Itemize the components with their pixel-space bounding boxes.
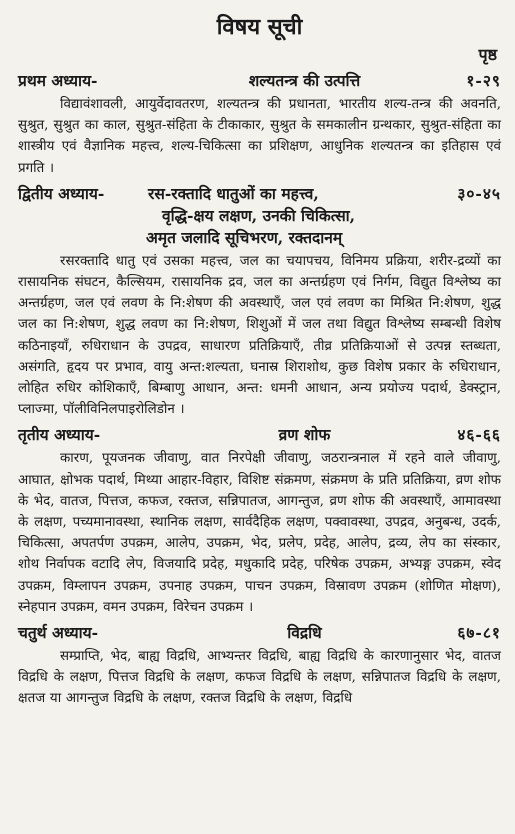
page-title: विषय सूची <box>216 14 303 40</box>
chapter-title-line: शल्यतन्त्र की उत्पत्ति <box>248 71 361 90</box>
chapter-topics: कारण, पूयजनक जीवाणु, वात निरपेक्षी जीवाणु, जठरान्त्रनाल में रहने वाले जीवाणु, आघात, क्षोभक पदार्थ, मिथ्या आहार-विहार, विशिष्ट संक्रमण, संक्रमण के प्रति प्रतिक्रिया, व्रण शोफ के भेद, वातज, पित्तज, कफज, रक्तज, सन्निपातज, आगन्तुज, व्रण शोफ की अवस्थाएँ, आमावस्था के लक्षण, पच्यमानावस्था, स्थानिक लक्षण, सार्वदैहिक लक्षण, पक्वावस्था, उपद्रव, अनुबन्ध, उदर्क, चिकित्सा, अपतर्पण उपक्रम, आलेप, उपक्रम, भेद, प्रलेप, प्रदेह, आलेप, द्रव्य, लेप का संस्कार, शोथ निर्वापक वटादि लेप, विजयादि प्रदेह, मधुकादि प्रदेह, परिषेक उपक्रम, अभ्यङ्ग उपक्रम, स्वेद उपक्रम, विम्लापन उपक्रम, उपनाह उपक्रम, पाचन उपक्रम, विस्रावण उपक्रम (शोणित मोक्षण), स्नेहपान उपक्रम, वमन उपक्रम, विरेचन उपक्रम । <box>18 451 501 615</box>
chapter-topics: विद्यावंशावली, आयुर्वेदावतरण, शल्यतन्त्र की प्रधानता, भारतीय शल्य-तन्त्र की अवनति, सुश्रुत, सुश्रुत का काल, सुश्रुत-संहिता के टीकाकार, सुश्रुत के समकालीन ग्रन्थकार, सुश्रुत-संहिता का शास्त्रीय एवं वैज्ञानिक महत्त्व, शल्य-चिकित्सा का प्रशिक्षण, आधुनिक शल्यतन्त्र का इतिहास एवं प्रगति । <box>18 97 501 176</box>
chapter-3 <box>18 424 501 618</box>
chapter-title <box>190 622 419 644</box>
chapter-title <box>146 183 419 249</box>
chapter-heading <box>18 622 501 644</box>
chapter-heading <box>18 183 501 249</box>
chapter-title <box>190 424 419 446</box>
chapter-title-line: रस-रक्तादि धातुओं का महत्त्व, <box>148 183 319 203</box>
chapter-title-line: व्रण शोफ <box>278 425 331 445</box>
chapter-heading <box>18 70 501 92</box>
chapter-title-line: विद्रधि <box>287 623 322 643</box>
chapter-label: चतुर्थ अध्याय- <box>18 623 99 643</box>
chapter-title-line: अमृत जलादि सूचिभरण, रक्तदानम् <box>146 227 343 247</box>
chapter-topics: सम्प्राप्ति, भेद, बाह्य विद्रधि, आभ्यन्तर विद्रधि, बाह्य विद्रधि के कारणानुसार भेद, वातज विद्रधि के लक्षण, पित्तज विद्रधि के लक्षण, कफज विद्रधि के लक्षण, सन्निपातज विद्रधि के लक्षण, क्षतज या आगन्तुज विद्रधि के लक्षण, रक्तज विद्रधि के लक्षण, विद्रधि <box>18 649 501 707</box>
chapter-4 <box>18 622 501 710</box>
chapter-2 <box>18 183 501 421</box>
chapter-title-line: वृद्धि-क्षय लक्षण, उनकी चिकित्सा, <box>162 205 356 225</box>
chapter-topics: रसरक्तादि धातु एवं उसका महत्त्व, जल का चयापचय, विनिमय प्रक्रिया, शरीर-द्रव्यों का रासायनिक संघटन, कैल्सियम, रासायनिक द्रव, जल का अन्तर्ग्रहण एवं निर्गम, विद्युत विश्लेष्य का अन्तर्ग्रहण, जल एवं लवण के नि:शेषण की अवस्थाएँ, जल एवं लवण का मिश्रित नि:शेषण, शुद्ध जल का नि:शेषण, शुद्ध लवण का नि:शेषण, शिशुओं में जल तथा विद्युत विश्लेष्य सम्बन्धी विशेष कठिनाइयाँ, रुधिराधान के उपद्रव, साधारण प्रतिक्रियाएँ, तीव्र प्रतिक्रियाओं से उत्पन्न स्तब्धता, असंगति, हृदय पर प्रभाव, वायु अन्त:शल्यता, घनास्र शिराशोथ, कुछ विशेष प्रकार के रुधिराधान, लोहित रुधिर कोशिकाएँ, बिम्बाणु आधान, अन्त: धमनी आधान, अन्य प्रयोज्य पदार्थ, डेक्स्ट्रान, प्लाज्मा, पॉलीविनिलपाइरोलिडोन । <box>18 253 501 418</box>
chapter-pages: ४६-६६ <box>457 425 501 445</box>
chapter-label: प्रथम अध्याय- <box>18 71 98 90</box>
chapter-label: तृतीय अध्याय- <box>18 425 101 445</box>
chapter-pages: १-२९ <box>466 71 501 90</box>
chapter-label: द्वितीय अध्याय- <box>18 183 105 203</box>
chapter-heading <box>18 424 501 446</box>
chapter-pages: ३०-४५ <box>457 183 501 203</box>
chapter-title <box>190 70 419 92</box>
chapter-1 <box>18 70 501 179</box>
chapter-pages: ६७-८१ <box>457 623 501 643</box>
page-column-heading: पृष्ठ <box>478 45 497 64</box>
